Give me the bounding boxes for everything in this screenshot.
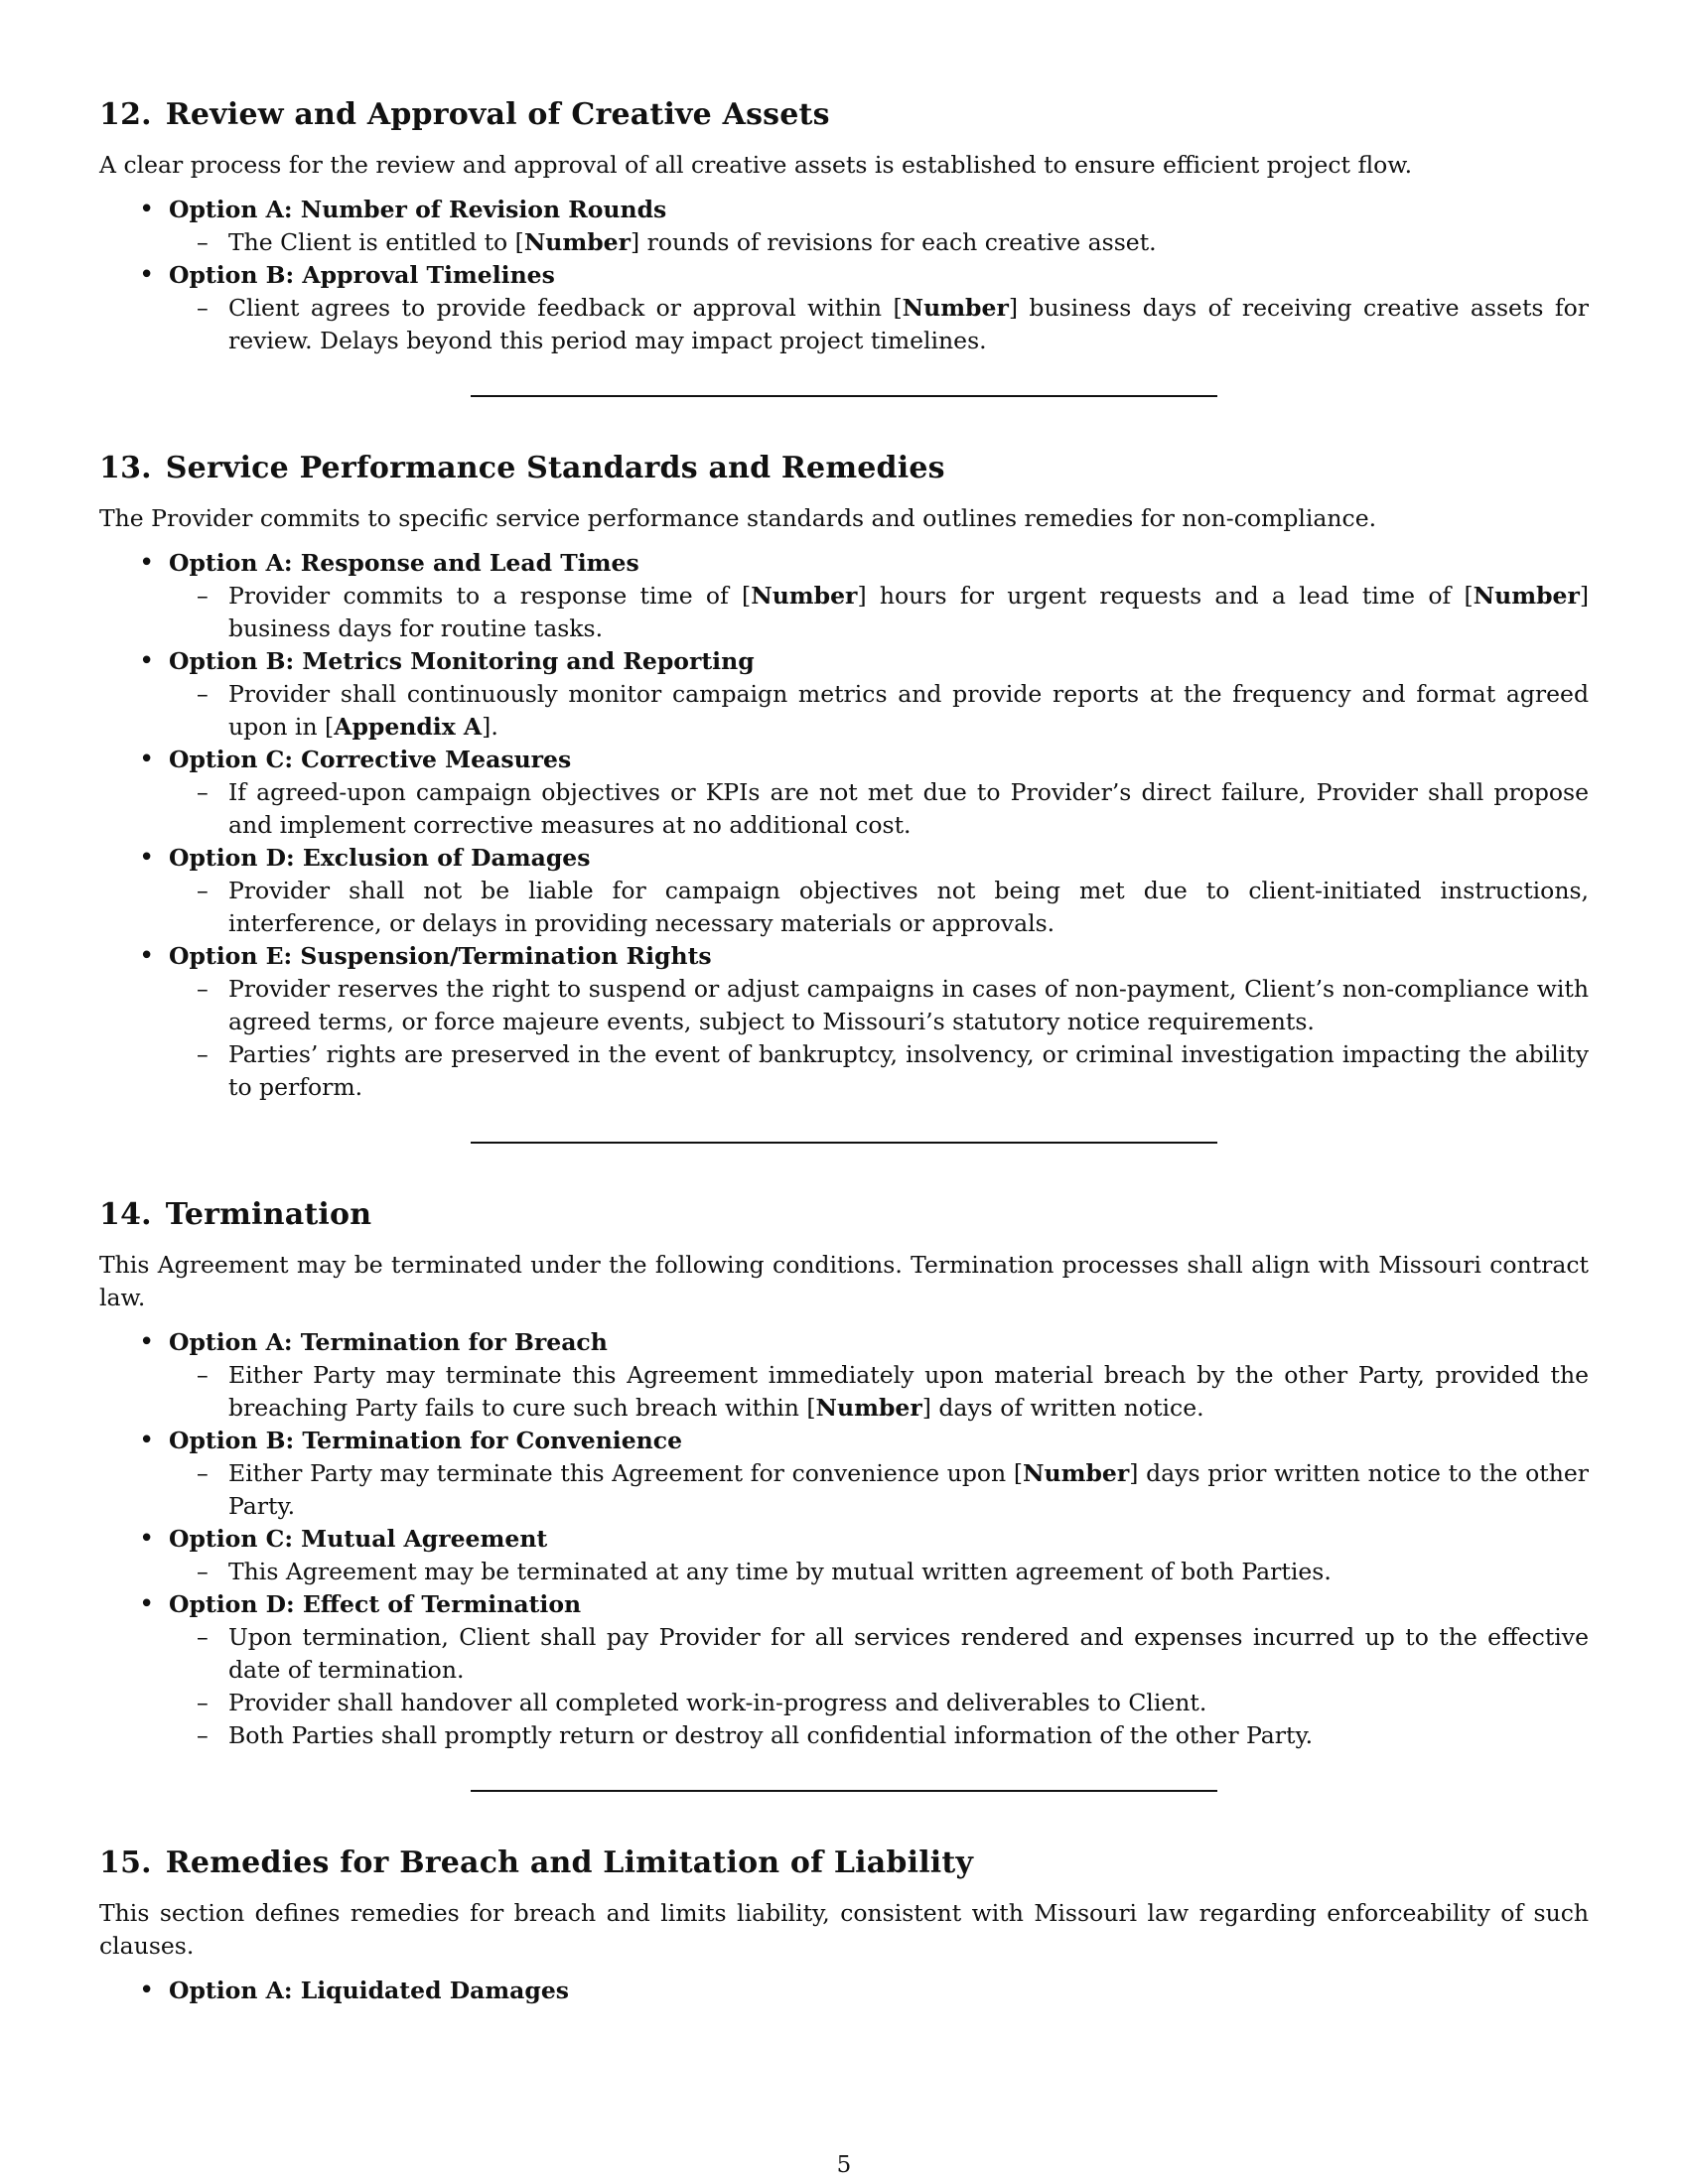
option-item [99,842,1589,940]
clause-list [169,1359,1589,1425]
clause-text: Parties’ rights are preserved in the event of bankruptcy, insolvency, or criminal investigation impacting the ability to perform. [228,1040,1589,1101]
clause-item [169,678,1589,744]
option-item [99,940,1589,1104]
option-list [99,194,1589,357]
section-number: 13. [99,451,152,485]
clause-list [169,1556,1589,1588]
option-list [99,1326,1589,1752]
clause-item [169,580,1589,645]
clause-item [169,776,1589,842]
section-intro: A clear process for the review and approval of all creative assets is established to ensure efficient project flow. [99,151,1413,179]
option-item [99,194,1589,259]
section-12 [99,95,1589,357]
option-item [99,645,1589,744]
clause-list [169,226,1589,259]
clause-text: Both Parties shall promptly return or destroy all confidential information of the other Party. [228,1721,1314,1749]
clause-list [169,292,1589,357]
clause-list [169,1621,1589,1752]
section-13 [99,449,1589,1104]
clause-text: This Agreement may be terminated at any time by mutual written agreement of both Parties. [228,1558,1332,1585]
section-14 [99,1195,1589,1752]
section-intro: The Provider commits to specific service performance standards and outlines remedies for non-compliance. [99,504,1377,532]
clause-item [169,226,1589,259]
section-title: Termination [165,1197,372,1232]
clause-text: Upon termination, Client shall pay Provider for all services rendered and expenses incurred up to the effective date of termination. [228,1623,1589,1684]
clause-text: If agreed-upon campaign objectives or KPIs are not met due to Provider’s direct failure, Provider shall propose and implement corrective measures at no additional cost. [228,778,1589,839]
clause-item [169,1687,1589,1719]
clause-list [169,580,1589,645]
section-divider [471,1790,1217,1792]
placeholder-field: Number [523,228,632,256]
section-heading [99,1843,1589,1883]
clause-text: Provider shall continuously monitor campaign metrics and provide reports at the frequency and format agreed upon in [ [228,680,1589,741]
section-heading [99,95,1589,135]
option-title: Option A: Liquidated Damages [169,1977,569,2004]
section-title: Service Performance Standards and Remedies [165,451,945,485]
clause-item [169,1038,1589,1104]
clause-text: ] days of written notice. [921,1394,1204,1422]
option-title: Option B: Termination for Convenience [169,1427,683,1454]
option-title: Option C: Mutual Agreement [169,1525,548,1553]
option-title: Option A: Number of Revision Rounds [169,196,667,223]
section-heading [99,449,1589,488]
placeholder-field: Appendix A [334,713,483,741]
section-heading [99,1195,1589,1235]
section-number: 12. [99,97,152,132]
document-body [99,95,1589,2007]
clause-list [169,973,1589,1104]
option-title: Option D: Exclusion of Damages [169,844,591,872]
option-item [99,744,1589,842]
option-title: Option A: Termination for Breach [169,1328,608,1356]
clause-item [169,1719,1589,1752]
option-list [99,547,1589,1104]
page-number: 5 [836,2152,852,2178]
option-title: Option B: Approval Timelines [169,261,555,289]
clause-text: Provider commits to a response time of [ [228,582,752,610]
section-intro: This Agreement may be terminated under the following conditions. Termination processes shall align with Missouri contract law. [99,1251,1589,1311]
option-item [99,547,1589,645]
clause-item [169,1621,1589,1687]
option-title: Option E: Suspension/Termination Rights [169,942,712,970]
option-title: Option B: Metrics Monitoring and Reporting [169,647,755,675]
placeholder-field: Number [1023,1459,1130,1487]
placeholder-field: Number [815,1394,922,1422]
clause-text: Provider shall handover all completed work-in-progress and deliverables to Client. [228,1689,1207,1716]
clause-text: Provider shall not be liable for campaign objectives not being met due to client-initiated instructions, interference, or delays in providing necessary materials or approvals. [228,877,1589,937]
clause-item [169,1457,1589,1523]
section-divider [471,395,1217,397]
clause-list [169,678,1589,744]
placeholder-field: Number [1473,582,1580,610]
section-title: Review and Approval of Creative Assets [165,97,830,132]
option-title: Option C: Corrective Measures [169,746,572,773]
section-intro: This section defines remedies for breach and limits liability, consistent with Missouri law regarding enforceability of such clauses. [99,1899,1589,1960]
clause-text: ] rounds of revisions for each creative asset. [631,228,1157,256]
section-number: 14. [99,1197,152,1232]
clause-text: ] business days of receiving creative assets for review. Delays beyond this period may impact project timelines. [228,294,1589,354]
section-number: 15. [99,1845,152,1880]
clause-item [169,1359,1589,1425]
clause-text: ] hours for urgent requests and a lead time of [ [857,582,1474,610]
placeholder-field: Number [751,582,858,610]
option-list [99,1975,1589,2007]
clause-text: The Client is entitled to [ [228,228,524,256]
option-title: Option A: Response and Lead Times [169,549,639,577]
option-item [99,1588,1589,1752]
clause-text: Client agrees to provide feedback or approval within [ [228,294,903,322]
clause-item [169,973,1589,1038]
section-15 [99,1843,1589,2007]
option-item [99,1975,1589,2007]
option-item [99,1425,1589,1523]
option-item [99,1326,1589,1425]
clause-text: Provider reserves the right to suspend or adjust campaigns in cases of non-payment, Client’s non-compliance with agreed terms, or force majeure events, subject to Missouri’s statutory notice requirements. [228,975,1589,1035]
section-title: Remedies for Breach and Limitation of Liability [165,1845,974,1880]
clause-item [169,1556,1589,1588]
placeholder-field: Number [902,294,1009,322]
clause-text: ]. [482,713,498,741]
option-title: Option D: Effect of Termination [169,1590,582,1618]
clause-text: ] business days for routine tasks. [228,582,1590,642]
option-item [99,1523,1589,1588]
clause-list [169,776,1589,842]
option-item [99,259,1589,357]
clause-list [169,875,1589,940]
clause-list [169,1457,1589,1523]
clause-item [169,875,1589,940]
clause-text: Either Party may terminate this Agreement for convenience upon [ [228,1459,1024,1487]
clause-text: Either Party may terminate this Agreement immediately upon material breach by the other Party, provided the breaching Party fails to cure such breach within [ [228,1361,1589,1422]
section-divider [471,1142,1217,1144]
clause-text: ] days prior written notice to the other Party. [228,1459,1589,1520]
clause-item [169,292,1589,357]
